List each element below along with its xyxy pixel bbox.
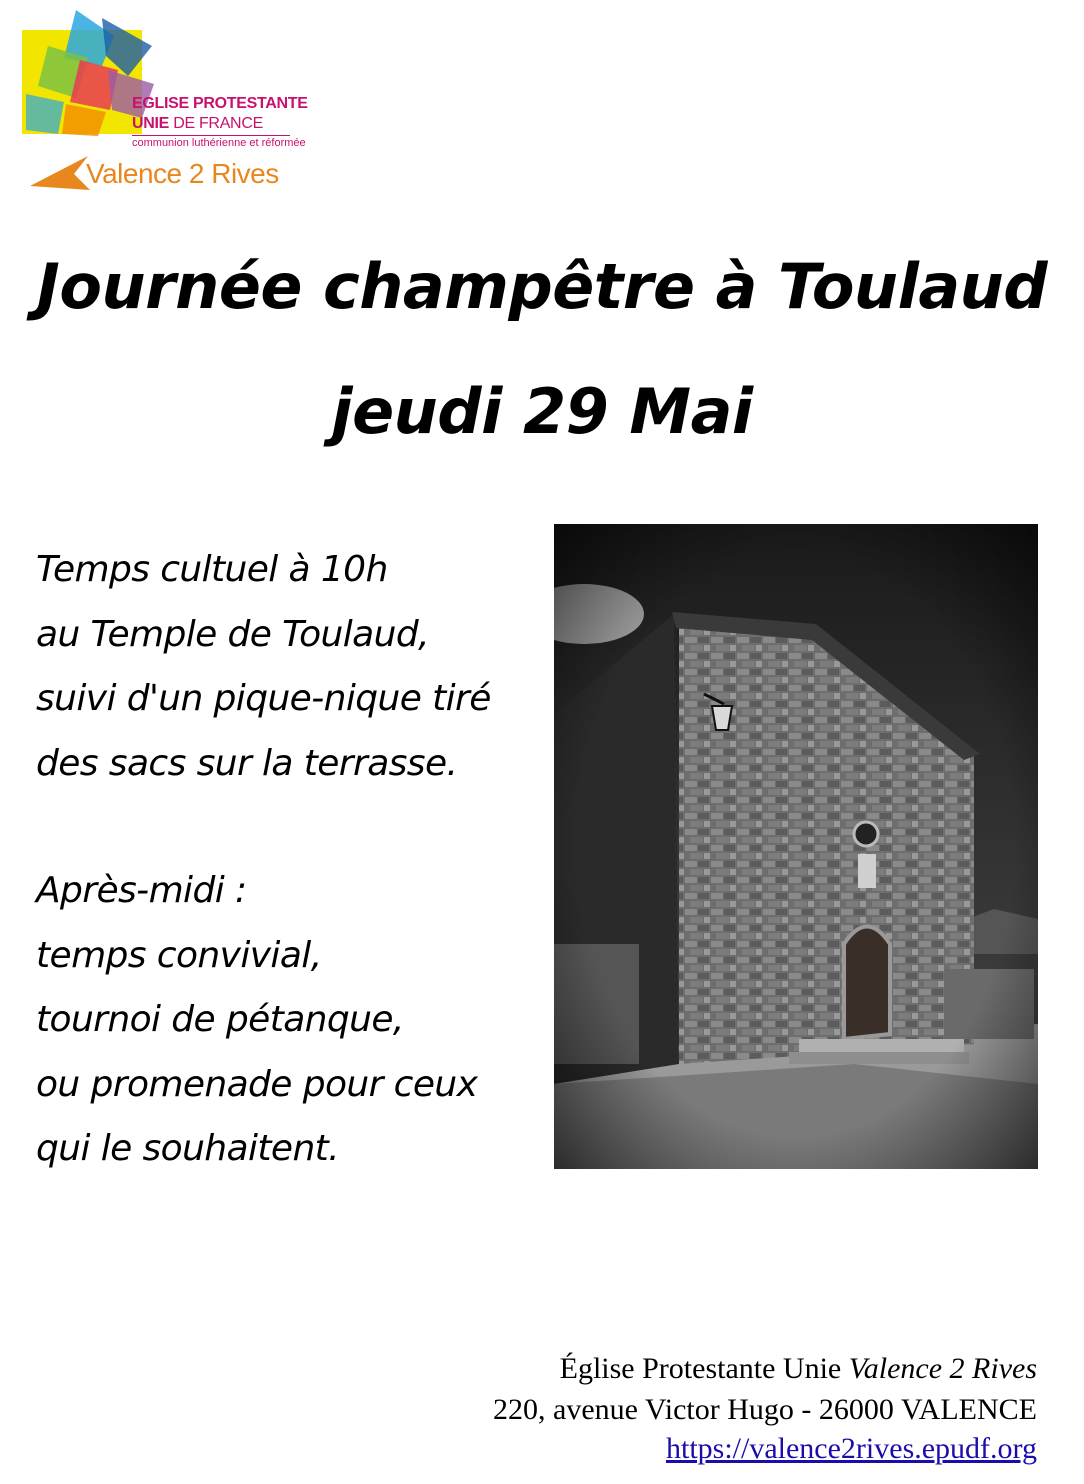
text-line: suivi d'un pique-nique tiré — [36, 678, 491, 719]
text-line: Temps cultuel à 10h — [36, 549, 388, 590]
paragraph-morning — [36, 538, 536, 796]
footer-address: 220, avenue Victor Hugo - 26000 VALENCE — [493, 1393, 1037, 1426]
text-line: Après-midi : — [36, 870, 247, 911]
logo-line3: communion luthérienne et réformée — [132, 137, 306, 149]
event-date: jeudi 29 Mai — [331, 375, 753, 448]
logo-line1: EGLISE PROTESTANTE — [132, 95, 308, 112]
text-line: temps convivial, — [36, 934, 322, 976]
logo-line2: UNIE DE FRANCE — [132, 115, 263, 132]
footer-website-link[interactable]: https://valence2rives.epudf.org — [665, 1432, 1037, 1465]
logo-parish-name: Valence 2 Rives — [86, 158, 279, 189]
church-logo — [18, 6, 318, 196]
text-line: tournoi de pétanque, — [36, 999, 404, 1040]
paragraph-afternoon — [36, 859, 536, 1182]
text-line: au Temple de Toulaud, — [36, 613, 429, 655]
text-line: des sacs sur la terrasse. — [36, 742, 458, 784]
event-title: Journée champêtre à Toulaud — [36, 250, 1048, 323]
text-line: ou promenade pour ceux — [36, 1063, 478, 1105]
temple-photo — [554, 524, 1038, 1169]
footer-organization: Église Protestante Unie Valence 2 Rives — [559, 1352, 1037, 1385]
text-line: qui le souhaitent. — [36, 1128, 340, 1169]
